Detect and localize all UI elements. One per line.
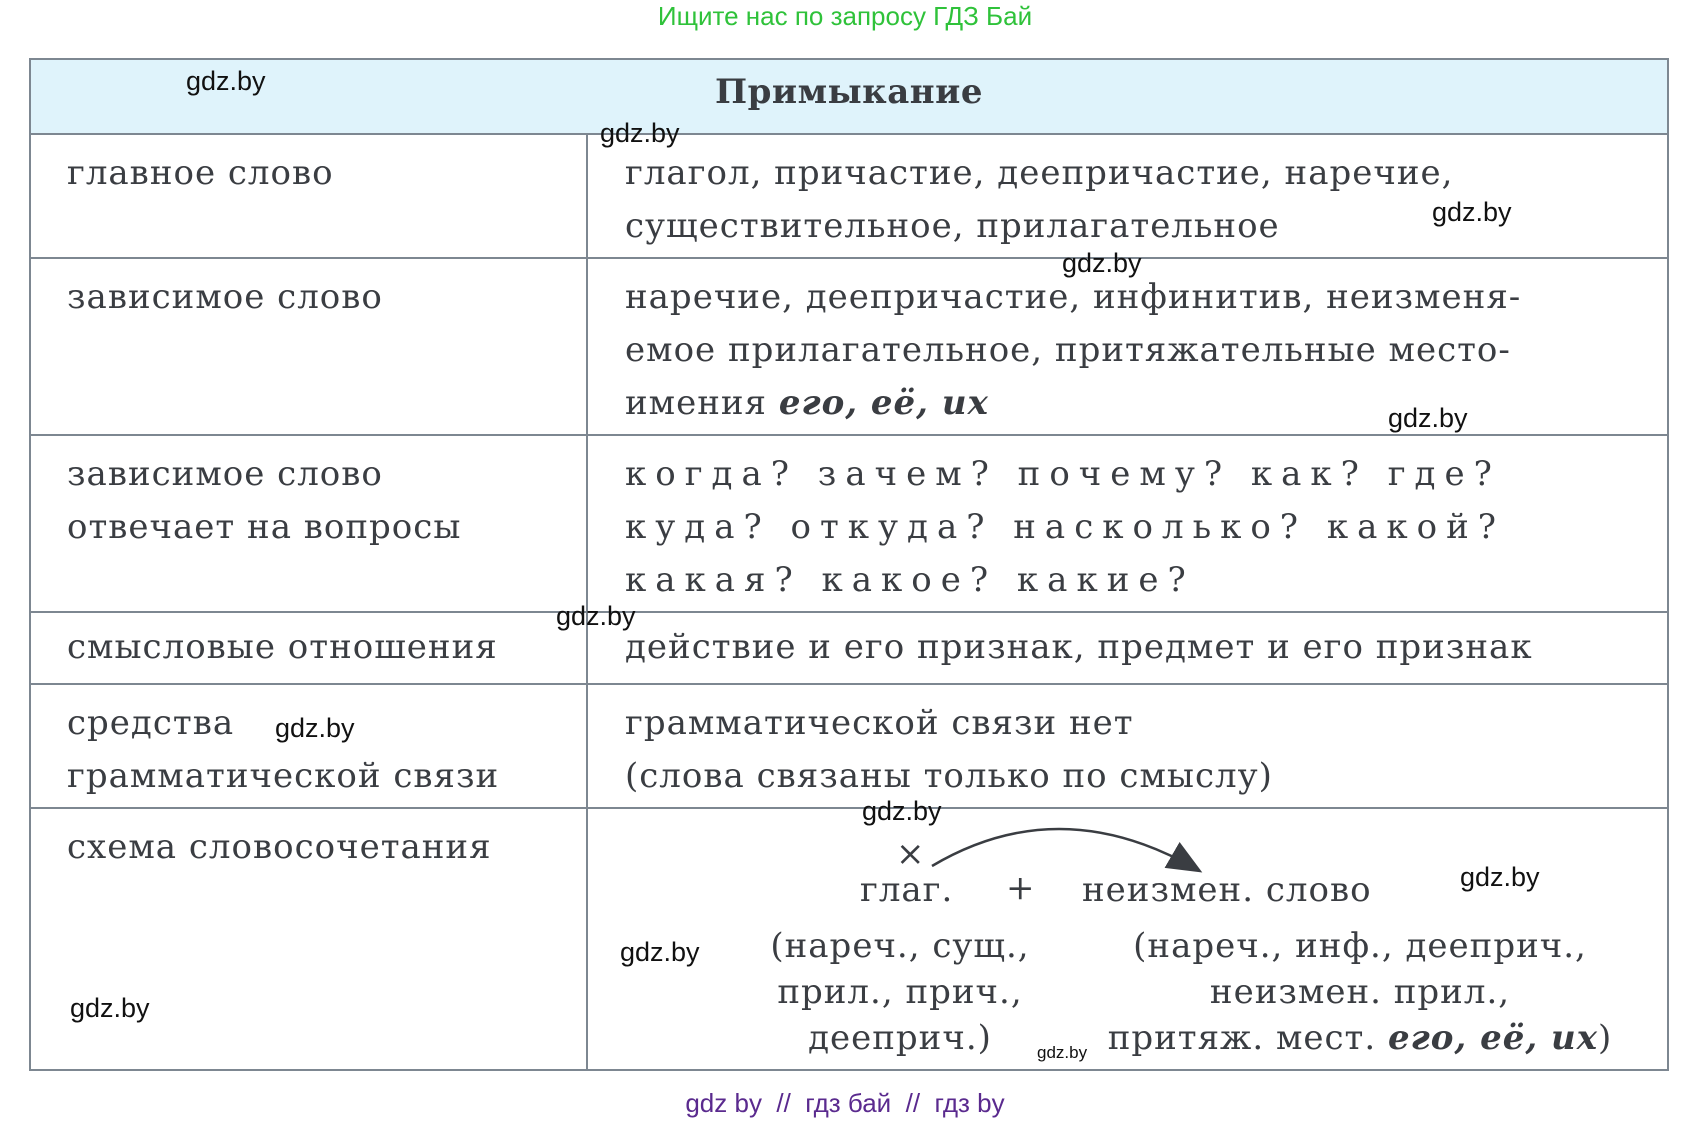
table-row-semantic-relations (31, 613, 1667, 685)
row-value (625, 448, 1665, 607)
label-line: зависимое слово (67, 454, 383, 494)
watermark: gdz.by (556, 601, 636, 631)
label-line: средства (67, 703, 235, 743)
label-line: зависимое слово (67, 277, 383, 317)
row-value (625, 697, 1665, 803)
watermark: gdz.by (1037, 1043, 1088, 1062)
watermark: gdz.by (1388, 403, 1468, 433)
value-line: глагол, причастие, деепричастие, наречие, (625, 153, 1454, 193)
watermark: gdz.by (862, 796, 942, 826)
table-row-main-word (31, 135, 1667, 259)
watermark: gdz.by (1062, 248, 1142, 278)
row-label (67, 271, 577, 324)
plus-sign: + (1006, 868, 1036, 908)
note-line: (нареч., инф., дееприч., (1133, 926, 1587, 966)
value-text: имения (625, 383, 779, 423)
value-line: (слова связаны только по смыслу) (625, 756, 1273, 796)
note-line (1100, 1015, 1620, 1061)
row-value (625, 621, 1665, 674)
watermark: gdz.by (275, 713, 355, 743)
pronoun-examples: его, её, их (778, 383, 989, 423)
table-title: Примыкание (714, 72, 984, 112)
value-line (625, 377, 1665, 430)
value-line: куда? откуда? насколько? какой? (625, 507, 1505, 547)
dependent-word-abbr: неизмен. слово (1082, 870, 1372, 910)
label-line: отвечает на вопросы (67, 507, 462, 547)
label-line: грамматической связи (67, 756, 500, 796)
row-label (67, 448, 577, 554)
label-line: схема словосочетания (67, 827, 492, 867)
value-line: грамматической связи нет (625, 703, 1134, 743)
row-label (67, 821, 577, 874)
bottom-banner: gdz by // гдз бай // гдз by (685, 1088, 1005, 1118)
table-header (31, 60, 1667, 135)
note-line: прил., прич., (777, 972, 1023, 1012)
value-line: наречие, деепричастие, инфинитив, неизменя- (625, 277, 1522, 317)
note-line: (нареч., сущ., (770, 926, 1030, 966)
pronoun-examples: его, её, их (1387, 1018, 1599, 1058)
value-line: действие и его признак, предмет и его признак (625, 627, 1533, 667)
note-text: притяж. мест. (1107, 1018, 1388, 1058)
note-line: дееприч.) (808, 1018, 992, 1058)
watermark: gdz.by (186, 66, 266, 96)
label-line: смысловые отношения (67, 627, 498, 667)
grammar-table (29, 58, 1669, 1071)
watermark: gdz.by (1432, 197, 1512, 227)
value-line: когда? зачем? почему? как? где? (625, 454, 1501, 494)
row-value (625, 271, 1665, 430)
watermark: gdz.by (70, 993, 150, 1023)
table-row-grammar-means (31, 685, 1667, 809)
watermark: gdz.by (620, 937, 700, 967)
value-line: существительное, прилагательное (625, 206, 1280, 246)
watermark: gdz.by (1460, 862, 1540, 892)
top-banner: Ищите нас по запросу ГДЗ Бай (657, 1, 1033, 31)
row-label (67, 621, 577, 674)
main-word-abbr: глаг. (860, 870, 954, 910)
value-line: какая? какое? какие? (625, 560, 1195, 600)
row-label (67, 147, 577, 200)
table-row-questions (31, 436, 1667, 613)
label-line: главное слово (67, 153, 334, 193)
note-text: ) (1598, 1018, 1613, 1058)
cross-mark: × (896, 834, 926, 874)
watermark: gdz.by (600, 118, 680, 148)
dependent-word-notes (1100, 923, 1620, 1061)
note-line: неизмен. прил., (1209, 972, 1511, 1012)
value-line: емое прилагательное, притяжательные место- (625, 330, 1511, 370)
main-word-notes (730, 923, 1070, 1061)
